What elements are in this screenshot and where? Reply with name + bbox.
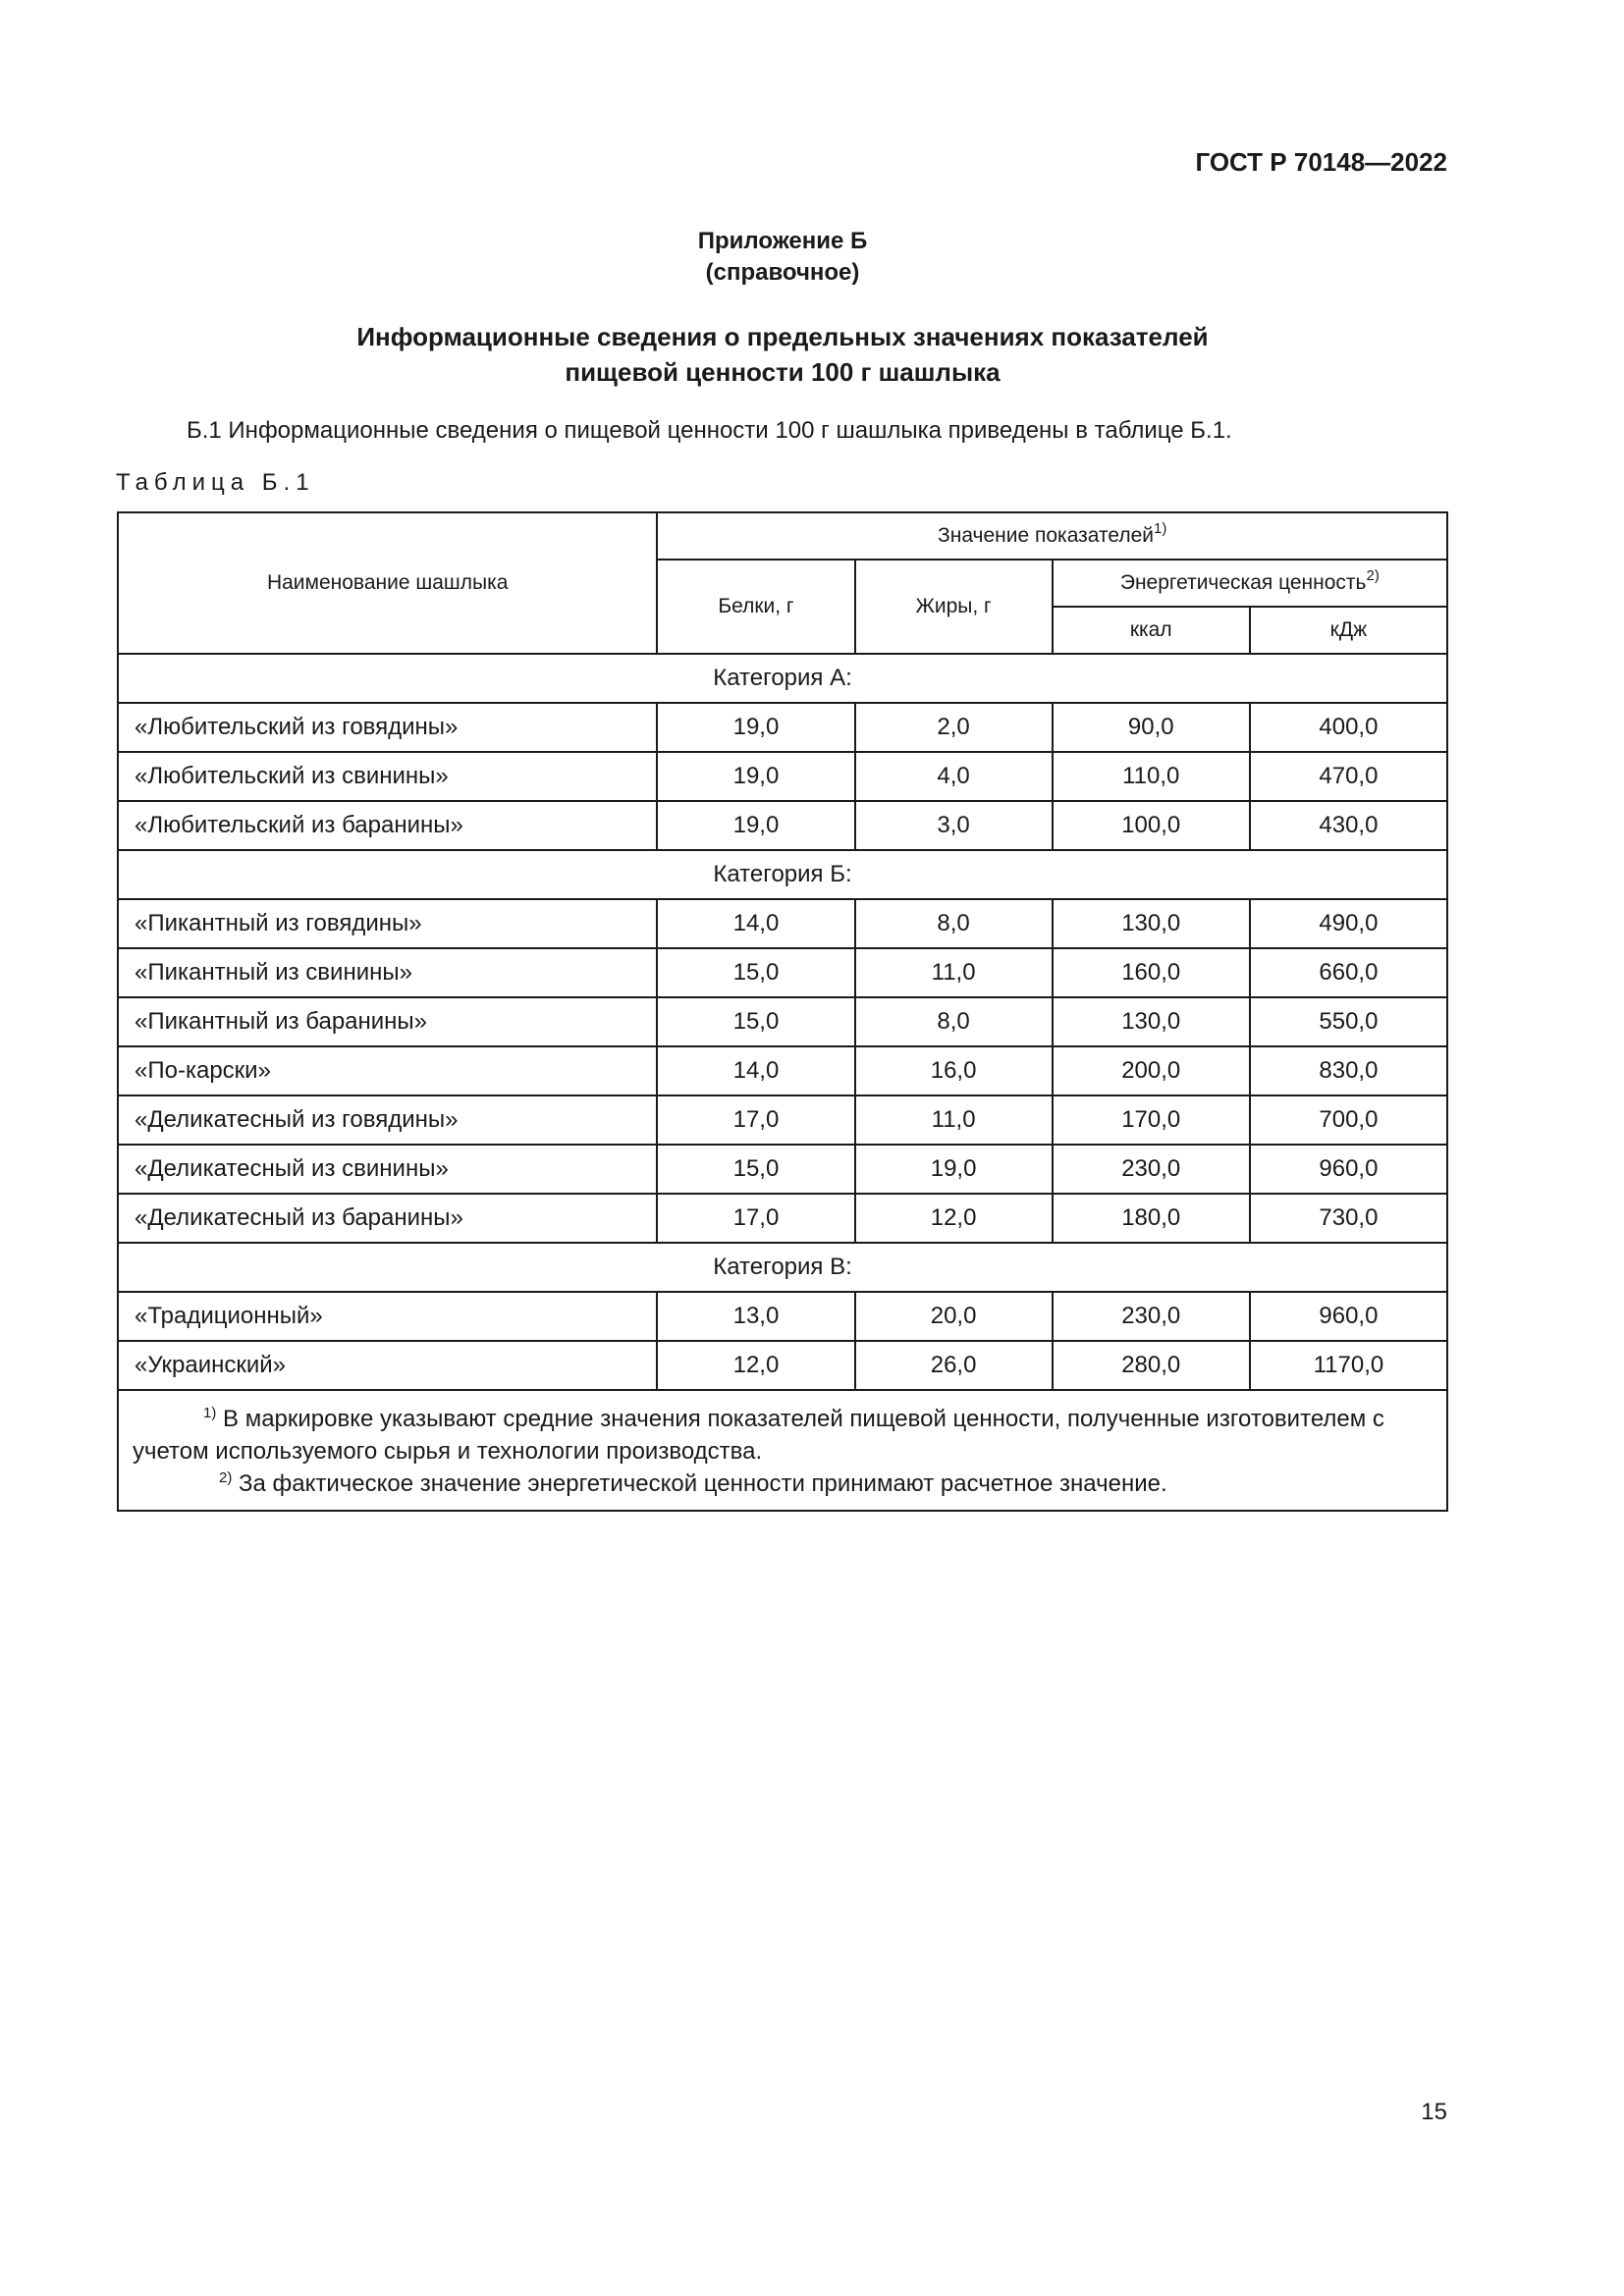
cell-kcal: 280,0 bbox=[1053, 1341, 1250, 1390]
header-protein: Белки, г bbox=[657, 560, 854, 654]
category-row bbox=[118, 654, 1447, 703]
table-row bbox=[118, 899, 1447, 948]
table-caption: Таблица Б.1 bbox=[116, 469, 315, 496]
header-kcal: ккал bbox=[1053, 607, 1250, 654]
cell-name: «Пикантный из баранины» bbox=[118, 997, 657, 1046]
cell-protein: 15,0 bbox=[657, 997, 854, 1046]
page-number: 15 bbox=[1421, 2099, 1447, 2125]
table-row bbox=[118, 997, 1447, 1046]
cell-kj: 430,0 bbox=[1250, 801, 1447, 850]
appendix-title-block bbox=[0, 226, 1565, 289]
cell-protein: 14,0 bbox=[657, 899, 854, 948]
table-row bbox=[118, 1095, 1447, 1145]
cell-protein: 15,0 bbox=[657, 1145, 854, 1194]
category-label: Категория Б: bbox=[118, 850, 1447, 899]
appendix-title: Приложение Б bbox=[697, 228, 868, 254]
cell-kcal: 90,0 bbox=[1053, 703, 1250, 752]
cell-protein: 15,0 bbox=[657, 948, 854, 997]
cell-fat: 11,0 bbox=[855, 948, 1053, 997]
cell-name: «Любительский из свинины» bbox=[118, 752, 657, 801]
cell-protein: 17,0 bbox=[657, 1095, 854, 1145]
table-row bbox=[118, 948, 1447, 997]
cell-protein: 14,0 bbox=[657, 1046, 854, 1095]
cell-protein: 12,0 bbox=[657, 1341, 854, 1390]
header-name: Наименование шашлыка bbox=[118, 512, 657, 654]
appendix-type: (справочное) bbox=[705, 259, 860, 286]
cell-kj: 1170,0 bbox=[1250, 1341, 1447, 1390]
cell-kcal: 100,0 bbox=[1053, 801, 1250, 850]
cell-kj: 660,0 bbox=[1250, 948, 1447, 997]
cell-fat: 19,0 bbox=[855, 1145, 1053, 1194]
cell-fat: 12,0 bbox=[855, 1194, 1053, 1243]
cell-kj: 400,0 bbox=[1250, 703, 1447, 752]
footnotes-cell bbox=[118, 1390, 1447, 1511]
table-row bbox=[118, 1292, 1447, 1341]
cell-kcal: 130,0 bbox=[1053, 899, 1250, 948]
nutrition-table bbox=[117, 511, 1448, 1512]
cell-name: «Традиционный» bbox=[118, 1292, 657, 1341]
cell-fat: 26,0 bbox=[855, 1341, 1053, 1390]
cell-kj: 550,0 bbox=[1250, 997, 1447, 1046]
cell-kj: 730,0 bbox=[1250, 1194, 1447, 1243]
cell-name: «Деликатесный из свинины» bbox=[118, 1145, 657, 1194]
cell-kcal: 160,0 bbox=[1053, 948, 1250, 997]
footnote-1 bbox=[133, 1403, 1433, 1468]
table-row bbox=[118, 801, 1447, 850]
cell-fat: 2,0 bbox=[855, 703, 1053, 752]
cell-kcal: 180,0 bbox=[1053, 1194, 1250, 1243]
header-fat: Жиры, г bbox=[855, 560, 1053, 654]
cell-protein: 17,0 bbox=[657, 1194, 854, 1243]
cell-kcal: 230,0 bbox=[1053, 1145, 1250, 1194]
intro-paragraph: Б.1 Информационные сведения о пищевой ценности 100 г шашлыка приведены в таблице Б.1. bbox=[187, 417, 1232, 444]
cell-name: «Любительский из баранины» bbox=[118, 801, 657, 850]
cell-kcal: 130,0 bbox=[1053, 997, 1250, 1046]
table-row bbox=[118, 752, 1447, 801]
header-values: Значение показателей$^{1)}$ bbox=[657, 512, 1447, 560]
cell-kcal: 110,0 bbox=[1053, 752, 1250, 801]
footnote-2-mark: 2) bbox=[219, 1469, 233, 1486]
footnote-2 bbox=[133, 1468, 1433, 1500]
cell-fat: 11,0 bbox=[855, 1095, 1053, 1145]
document-code: ГОСТ Р 70148—2022 bbox=[1195, 147, 1447, 177]
section-heading-line-2: пищевой ценности 100 г шашлыка bbox=[565, 357, 1001, 387]
section-heading bbox=[0, 319, 1565, 390]
cell-kcal: 230,0 bbox=[1053, 1292, 1250, 1341]
cell-name: «По-карски» bbox=[118, 1046, 657, 1095]
cell-kj: 830,0 bbox=[1250, 1046, 1447, 1095]
cell-fat: 4,0 bbox=[855, 752, 1053, 801]
cell-protein: 19,0 bbox=[657, 801, 854, 850]
table-row bbox=[118, 1194, 1447, 1243]
footnote-ref-1: 1) bbox=[1154, 520, 1167, 537]
table-row bbox=[118, 1046, 1447, 1095]
cell-kcal: 170,0 bbox=[1053, 1095, 1250, 1145]
cell-protein: 19,0 bbox=[657, 752, 854, 801]
cell-protein: 19,0 bbox=[657, 703, 854, 752]
table-row bbox=[118, 1145, 1447, 1194]
cell-kcal: 200,0 bbox=[1053, 1046, 1250, 1095]
table-footnotes bbox=[118, 1390, 1447, 1511]
category-label: Категория В: bbox=[118, 1243, 1447, 1292]
cell-fat: 8,0 bbox=[855, 997, 1053, 1046]
cell-kj: 700,0 bbox=[1250, 1095, 1447, 1145]
cell-name: «Украинский» bbox=[118, 1341, 657, 1390]
cell-name: «Любительский из говядины» bbox=[118, 703, 657, 752]
cell-fat: 20,0 bbox=[855, 1292, 1053, 1341]
footnote-ref-2: 2) bbox=[1366, 567, 1380, 584]
table-row bbox=[118, 1341, 1447, 1390]
cell-name: «Пикантный из свинины» bbox=[118, 948, 657, 997]
cell-kj: 490,0 bbox=[1250, 899, 1447, 948]
table-header bbox=[118, 512, 1447, 654]
cell-kj: 960,0 bbox=[1250, 1145, 1447, 1194]
cell-kj: 960,0 bbox=[1250, 1292, 1447, 1341]
header-energy: Энергетическая ценность$^{2)}$ bbox=[1053, 560, 1447, 607]
section-heading-line-1: Информационные сведения о предельных значениях показателей bbox=[356, 322, 1209, 351]
category-row bbox=[118, 850, 1447, 899]
cell-fat: 8,0 bbox=[855, 899, 1053, 948]
cell-fat: 16,0 bbox=[855, 1046, 1053, 1095]
footnote-1-text: В маркировке указывают средние значения показателей пищевой ценности, полученные изготовителем с учетом используемого сырья и технологии производства. bbox=[133, 1406, 1384, 1465]
footnote-2-text: За фактическое значение энергетической ценности принимают расчетное значение. bbox=[239, 1470, 1167, 1497]
cell-name: «Деликатесный из баранины» bbox=[118, 1194, 657, 1243]
footnote-1-mark: 1) bbox=[203, 1405, 217, 1421]
cell-protein: 13,0 bbox=[657, 1292, 854, 1341]
cell-kj: 470,0 bbox=[1250, 752, 1447, 801]
cell-name: «Пикантный из говядины» bbox=[118, 899, 657, 948]
table-row bbox=[118, 703, 1447, 752]
header-kj: кДж bbox=[1250, 607, 1447, 654]
cell-fat: 3,0 bbox=[855, 801, 1053, 850]
category-label: Категория А: bbox=[118, 654, 1447, 703]
table-body bbox=[118, 654, 1447, 1390]
cell-name: «Деликатесный из говядины» bbox=[118, 1095, 657, 1145]
category-row bbox=[118, 1243, 1447, 1292]
